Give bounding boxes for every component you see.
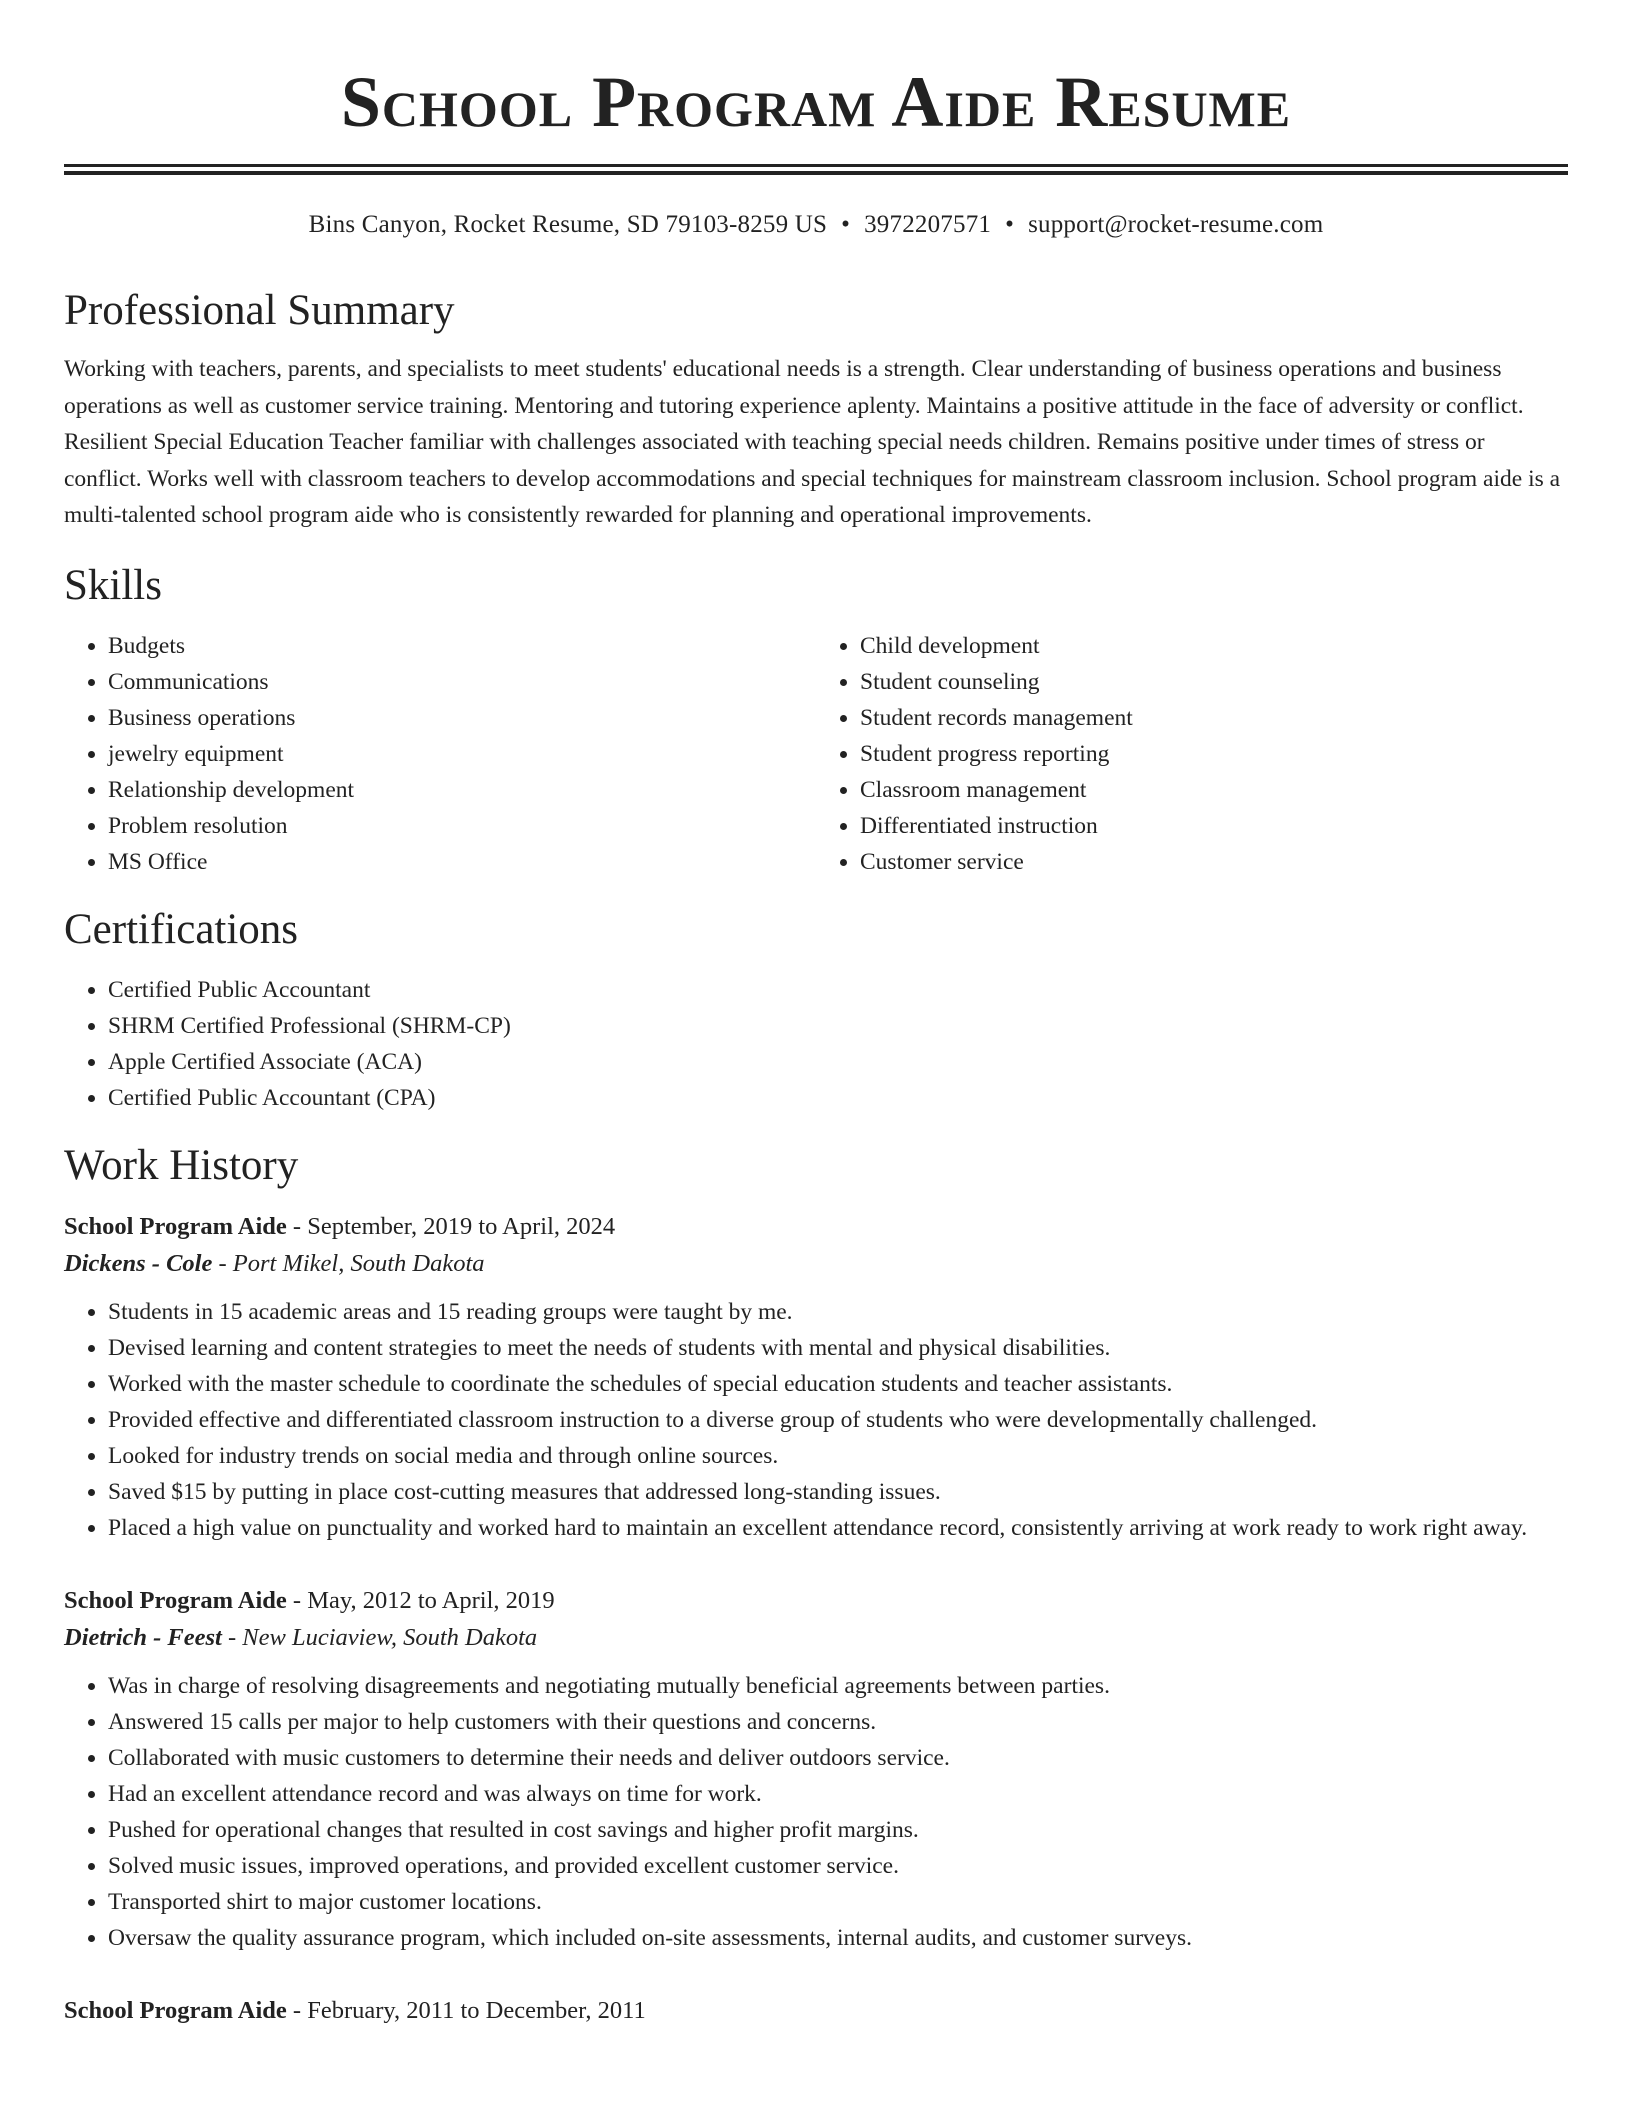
work-history-heading: Work History [64,1141,299,1189]
skill-item: • Budgets [108,628,816,664]
contact-separator: • [841,211,851,238]
duty-item: • Solved music issues, improved operations, and provided excellent customer service. [108,1848,1568,1884]
job-title-line [64,1582,1568,1619]
job-duties-list [64,1294,1568,1546]
skill-item: • MS Office [108,844,816,880]
skill-item: • Child development [860,628,1568,664]
duty-item: • Saved $15 by putting in place cost-cutting measures that addressed long-standing issues. [108,1474,1568,1510]
skill-item: • Student progress reporting [860,736,1568,772]
duty-item: • Placed a high value on punctuality and worked hard to maintain an excellent attendance record, consistently arriving at work ready to work right away. [108,1510,1568,1546]
job-dates: February, 2011 to December, 2011 [307,1996,646,2024]
skill-item: • Business operations [108,700,816,736]
job-dates: May, 2012 to April, 2019 [307,1586,555,1614]
duty-item: • Pushed for operational changes that resulted in cost savings and higher profit margins. [108,1812,1568,1848]
skills-heading: Skills [64,561,162,609]
job-location: New Luciaview, South Dakota [242,1623,538,1651]
duty-item: • Worked with the master schedule to coordinate the schedules of special education students and teacher assistants. [108,1366,1568,1402]
company-location-separator: - [221,1623,243,1651]
duty-item: • Was in charge of resolving disagreements and negotiating mutually beneficial agreements between parties. [108,1668,1568,1704]
job-title: School Program Aide [64,1212,287,1240]
skill-item: • Differentiated instruction [860,808,1568,844]
title-date-separator: - [286,1212,308,1240]
certifications-list [64,972,1568,1116]
skill-item: • Customer service [860,844,1568,880]
job-company-line [64,1619,1568,1656]
job-location: Port Mikel, South Dakota [232,1249,485,1277]
job-title-line [64,1992,1568,2029]
resume-page [64,0,1568,2029]
job-company: Dietrich - Feest [64,1623,222,1651]
skill-item: • Communications [108,664,816,700]
summary-heading: Professional Summary [64,287,455,334]
certification-item: • SHRM Certified Professional (SHRM-CP) [108,1008,1568,1044]
skill-item: • Classroom management [860,772,1568,808]
skills-columns [64,628,1568,880]
contact-line [64,209,1568,241]
certification-item: • Certified Public Accountant (CPA) [108,1080,1568,1116]
title-date-separator: - [286,1586,308,1614]
duty-item: • Looked for industry trends on social media and through online sources. [108,1438,1568,1474]
duty-item: • Answered 15 calls per major to help customers with their questions and concerns. [108,1704,1568,1740]
duty-item: • Had an excellent attendance record and was always on time for work. [108,1776,1568,1812]
skills-list-left [64,628,816,880]
job-title: School Program Aide [64,1586,287,1614]
skill-item: • Student counseling [860,664,1568,700]
company-location-separator: - [212,1249,233,1277]
job-title: School Program Aide [64,1996,287,2024]
duty-item: • Devised learning and content strategies to meet the needs of students with mental and physical disabilities. [108,1330,1568,1366]
job-dates: September, 2019 to April, 2024 [307,1212,616,1240]
job-company: Dickens - Cole [64,1249,213,1277]
job-duties-list [64,1668,1568,1956]
skill-item: • Problem resolution [108,808,816,844]
duty-item: • Provided effective and differentiated classroom instruction to a diverse group of students who were developmentally challenged. [108,1402,1568,1438]
resume-title: School Program Aide Resume [340,62,1292,142]
contact-phone: 3972207571 [864,211,992,238]
job-company-line [64,1245,1568,1282]
certification-item: • Certified Public Accountant [108,972,1568,1008]
duty-item: • Collaborated with music customers to determine their needs and deliver outdoors service. [108,1740,1568,1776]
skills-list-right [816,628,1568,880]
title-divider [64,164,1568,175]
duty-item: • Students in 15 academic areas and 15 reading groups were taught by me. [108,1294,1568,1330]
contact-email: support@rocket-resume.com [1028,211,1324,238]
title-date-separator: - [286,1996,308,2024]
certification-item: • Apple Certified Associate (ACA) [108,1044,1568,1080]
duty-item: • Transported shirt to major customer locations. [108,1884,1568,1920]
certifications-heading: Certifications [64,905,299,953]
summary-text: Working with teachers, parents, and specialists to meet students' educational needs is a strength. Clear understanding of business operations and business operations as well as customer service training. Mentoring and tutoring experience aplenty. Maintains a positive attitude in the face of adversity or conflict. Resilient Special Education Teacher familiar with challenges associated with teaching special needs children. Remains positive under times of stress or conflict. Works well with classroom teachers to develop accommodations and special techniques for mainstream classroom inclusion. School program aide is a multi-talented school program aide who is consistently rewarded for planning and operational improvements. [64,356,1561,528]
contact-separator: • [1005,211,1015,238]
contact-address: Bins Canyon, Rocket Resume, SD 79103-8259 US [308,211,828,238]
job-title-line [64,1208,1568,1245]
skill-item: • Student records management [860,700,1568,736]
skill-item: • Relationship development [108,772,816,808]
skill-item: • jewelry equipment [108,736,816,772]
duty-item: • Oversaw the quality assurance program, which included on-site assessments, internal audits, and customer surveys. [108,1920,1568,1956]
